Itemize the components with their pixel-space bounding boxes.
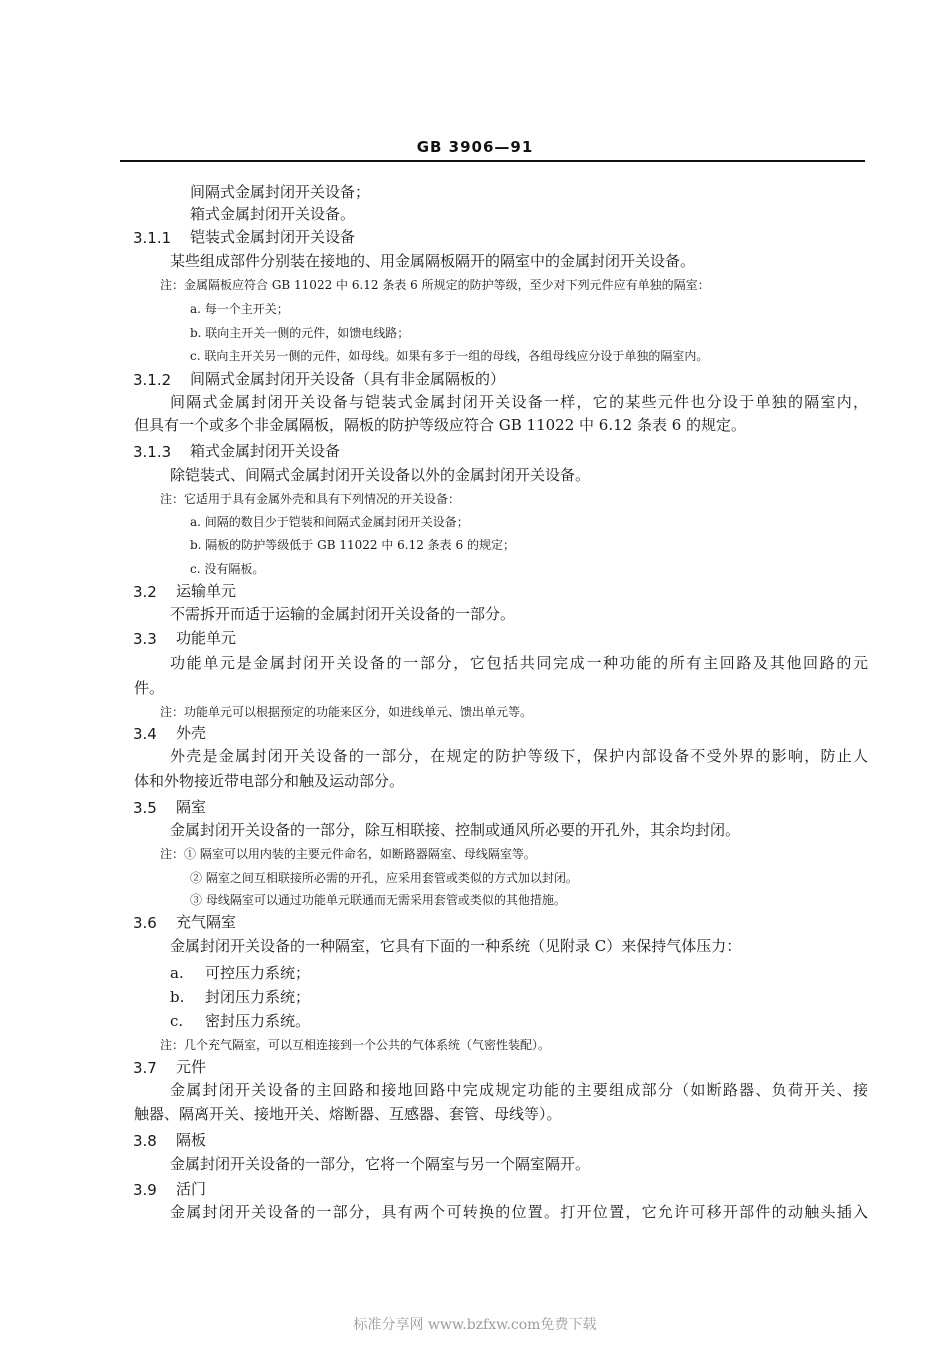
section-number: 3.1.3 — [133, 443, 172, 461]
list-item: 密封压力系统。 — [205, 1012, 311, 1030]
list-label: c. — [170, 1012, 184, 1030]
note-item: a. 间隔的数目少于铠装和间隔式金属封闭开关设备； — [190, 515, 469, 529]
section-body: 间隔式金属封闭开关设备与铠装式金属封闭开关设备一样，它的某些元件也分设于单独的隔室内， — [170, 393, 868, 411]
list-label: b. — [170, 988, 185, 1006]
section-body: 体和外物接近带电部分和触及运动部分。 — [134, 772, 405, 790]
footer-watermark: 标准分享网 www.bzfxw.com免费下载 — [353, 1317, 597, 1333]
section-title: 间隔式金属封闭开关设备（具有非金属隔板的） — [190, 370, 506, 388]
section-body: 金属封闭开关设备的一种隔室，它具有下面的一种系统（见附录 C）来保持气体压力： — [170, 937, 742, 955]
note-item: ③ 母线隔室可以通过功能单元联通而无需采用套管或类似的其他措施。 — [190, 893, 566, 907]
page-header-code: GB 3906—91 — [416, 138, 534, 156]
section-body: 件。 — [134, 679, 165, 697]
section-number: 3.4 — [133, 725, 157, 743]
section-title: 活门 — [176, 1180, 207, 1198]
section-note: 注：① 隔室可以用内装的主要元件命名，如断路器隔室、母线隔室等。 — [160, 847, 536, 861]
list-line: 间隔式金属封闭开关设备； — [190, 183, 371, 201]
note-item: c. 联向主开关另一侧的元件，如母线。如果有多于一组的母线，各组母线应分设于单独的隔室内。 — [190, 349, 709, 363]
section-title: 外壳 — [176, 724, 207, 742]
note-item: b. 隔板的防护等级低于 GB 11022 中 6.12 条表 6 的规定； — [190, 538, 515, 552]
section-note: 注：功能单元可以根据预定的功能来区分，如进线单元、馈出单元等。 — [160, 705, 533, 719]
list-label: a. — [170, 964, 184, 982]
list-item: 封闭压力系统； — [205, 988, 311, 1006]
section-title: 隔室 — [176, 798, 207, 816]
section-note: 注：几个充气隔室，可以互相连接到一个公共的气体系统（气密性装配）。 — [160, 1038, 551, 1052]
section-title: 箱式金属封闭开关设备 — [190, 442, 341, 460]
section-body: 某些组成部件分别装在接地的、用金属隔板隔开的隔室中的金属封闭开关设备。 — [170, 252, 696, 270]
note-item: c. 没有隔板。 — [190, 562, 265, 576]
section-body: 外壳是金属封闭开关设备的一部分，在规定的防护等级下，保护内部设备不受外界的影响，防止人 — [170, 747, 868, 765]
section-body: 不需拆开而适于运输的金属封闭开关设备的一部分。 — [170, 605, 516, 623]
section-number: 3.7 — [133, 1059, 157, 1077]
note-item: b. 联向主开关一侧的元件，如馈电线路； — [190, 326, 410, 340]
section-body: 金属封闭开关设备的一部分，除互相联接、控制或通风所必要的开孔外，其余均封闭。 — [170, 821, 741, 839]
section-note: 注：金属隔板应符合 GB 11022 中 6.12 条表 6 所规定的防护等级，至少对下列元件应有单独的隔室： — [160, 278, 710, 292]
list-item: 可控压力系统； — [205, 964, 311, 982]
section-number: 3.2 — [133, 583, 157, 601]
section-note: 注：它适用于具有金属外壳和具有下列情况的开关设备： — [160, 492, 461, 506]
section-number: 3.1.2 — [133, 371, 172, 389]
section-number: 3.5 — [133, 799, 157, 817]
section-number: 3.8 — [133, 1132, 157, 1150]
section-body: 功能单元是金属封闭开关设备的一部分，它包括共同完成一种功能的所有主回路及其他回路的元 — [170, 654, 868, 672]
section-number: 3.3 — [133, 630, 157, 648]
section-body: 触器、隔离开关、接地开关、熔断器、互感器、套管、母线等）。 — [134, 1105, 562, 1123]
list-line: 箱式金属封闭开关设备。 — [190, 205, 356, 223]
section-number: 3.1.1 — [133, 229, 172, 247]
section-body: 金属封闭开关设备的一部分，具有两个可转换的位置。打开位置，它允许可移开部件的动触头插入 — [170, 1203, 868, 1221]
section-title: 功能单元 — [176, 629, 237, 647]
section-body: 金属封闭开关设备的一部分，它将一个隔室与另一个隔室隔开。 — [170, 1155, 591, 1173]
section-title: 运输单元 — [176, 582, 237, 600]
section-body: 但具有一个或多个非金属隔板，隔板的防护等级应符合 GB 11022 中 6.12 条表 6 的规定。 — [134, 416, 747, 434]
section-number: 3.6 — [133, 914, 157, 932]
section-title: 隔板 — [176, 1131, 207, 1149]
header-rule — [120, 160, 865, 162]
section-title: 元件 — [176, 1058, 207, 1076]
section-title: 充气隔室 — [176, 913, 237, 931]
note-item: ② 隔室之间互相联接所必需的开孔，应采用套管或类似的方式加以封闭。 — [190, 871, 578, 885]
note-item: a. 每一个主开关； — [190, 302, 289, 316]
section-number: 3.9 — [133, 1181, 157, 1199]
section-title: 铠装式金属封闭开关设备 — [190, 228, 356, 246]
section-body: 除铠装式、间隔式金属封闭开关设备以外的金属封闭开关设备。 — [170, 466, 591, 484]
section-body: 金属封闭开关设备的主回路和接地回路中完成规定功能的主要组成部分（如断路器、负荷开关、接 — [170, 1081, 868, 1099]
